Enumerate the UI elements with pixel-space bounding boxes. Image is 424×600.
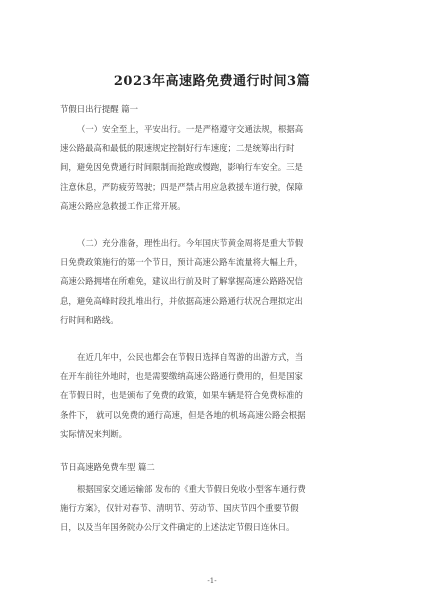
document-title: 2023年高速路免费通行时间3篇 (113, 74, 311, 89)
paragraph-line: 速公路最高和最低的限速规定控制好行车速度；二是统筹出行时 (60, 143, 295, 154)
paragraph-line: 高速公路应急救援工作正常开展。 (60, 200, 186, 211)
paragraph-line: 行时间和路线。 (60, 314, 119, 325)
paragraph-line: 在节假日时，也是颁布了免费的政策，如果车辆是符合免费标准的 (60, 390, 303, 401)
paragraph-line: 日免费政策施行的第一个节日，预计高速公路车流量将大幅上升， (60, 257, 303, 268)
paragraph-line: 根据国家交通运输部 发布的《重大节假日免收小型客车通行费 (77, 484, 306, 494)
paragraph-line: 注意休息，严防疲劳驾驶；四是严禁占用应急救援车道行驶，保障 (60, 181, 303, 192)
paragraph-line: （一）安全至上，平安出行。一是严格遵守交通法规，根据高 (77, 124, 304, 134)
paragraph-line: 条件下， 就可以免费的通行高速，但是各地的机场高速公路会根据 (60, 409, 306, 420)
paragraph-line: 在近几年中，公民也都会在节假日选择自驾游的出游方式，当 (77, 352, 304, 362)
page-number: -1- (207, 577, 217, 585)
paragraph-line: 间，避免因免费通行时间限制而抢跑或慢跑，影响行车安全。三是 (60, 162, 303, 173)
paragraph-2 (60, 234, 374, 330)
paragraph-line: 在开车前往外地时，也是需要缴纳高速公路通行费用的，但是国家 (60, 371, 303, 382)
paragraph-line: 实际情况来判断。 (60, 428, 127, 439)
paragraph-line: （二）充分准备，理性出行。今年国庆节黄金周将是重大节假 (77, 238, 304, 248)
paragraph-line: 高速公路拥堵在所难免，建议出行前及时了解掌握高速公路路况信 (60, 276, 303, 287)
section-heading-2: 节日高速路免费车型 篇二 (60, 462, 155, 472)
section-heading-1: 节假日出行提醒 篇一 (60, 104, 139, 114)
paragraph-line: 施行方案》，仅针对春节、清明节、劳动节、国庆节四个重要节假 (60, 503, 299, 514)
paragraph-line: 日，以及当年国务院办公厅文件确定的上述法定节假日连休日。 (60, 522, 295, 533)
paragraph-1 (60, 120, 374, 216)
paragraph-4 (60, 480, 374, 538)
paragraph-3 (60, 348, 374, 444)
paragraph-line: 息，避免高峰时段扎堆出行，并依据高速公路通行状况合理拟定出 (60, 295, 303, 306)
